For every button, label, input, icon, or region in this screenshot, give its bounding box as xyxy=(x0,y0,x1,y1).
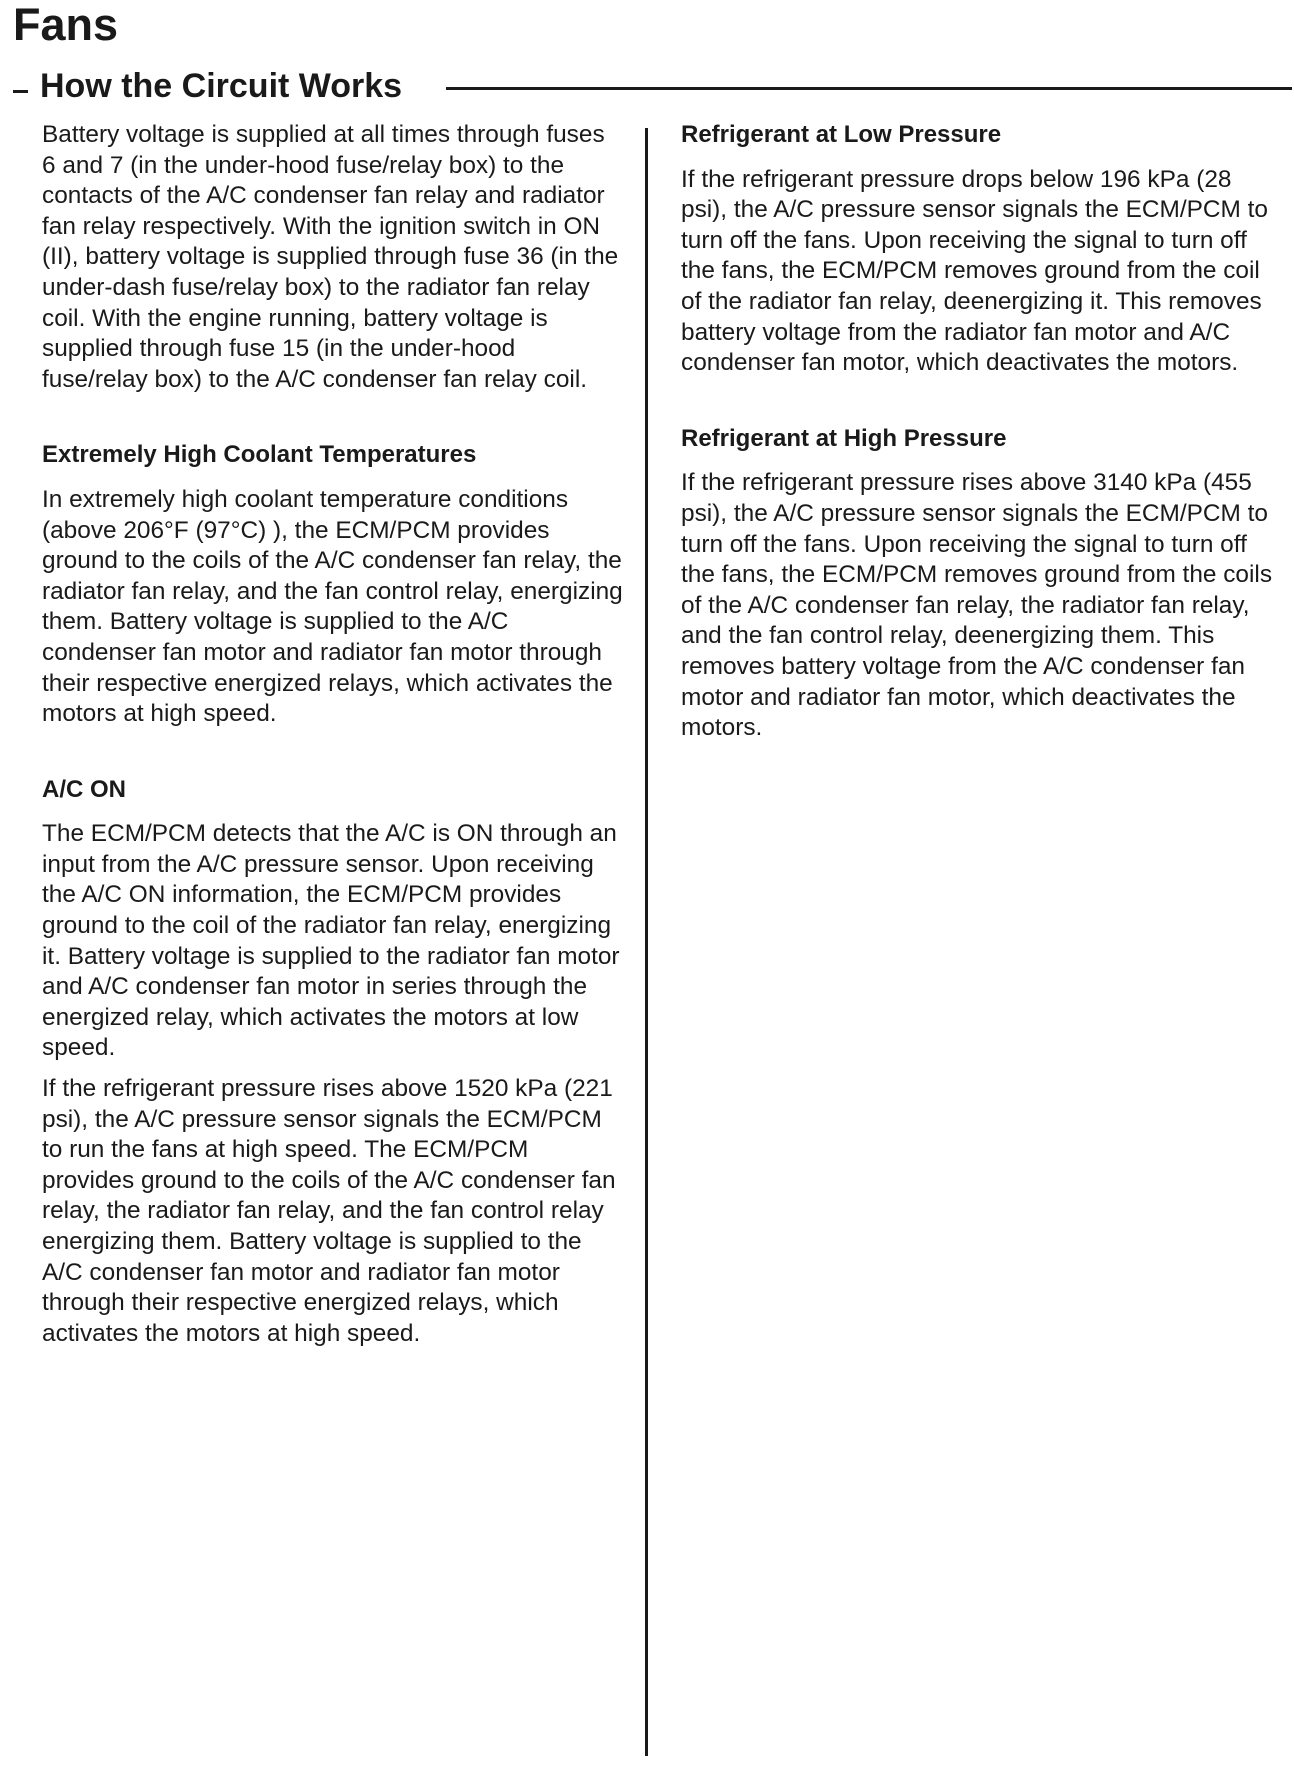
high-pressure-heading: Refrigerant at High Pressure xyxy=(681,424,1007,452)
right-column xyxy=(681,120,1273,744)
low-pressure-heading: Refrigerant at Low Pressure xyxy=(681,121,1002,148)
ac-on-paragraph-2: If the refrigerant pressure rises above 1520 kPa (221 psi), the A/C pressure sensor signals the ECM/PCM to run the fans at high speed. The ECM/PCM provides ground to the coils of the A/C condenser fan relay, the radiator fan relay, and the fan control relay energizing them. Battery voltage is supplied to the A/C condenser fan motor and radiator fan motor through their respective energized relays, which activates the motors at high speed. xyxy=(42,1075,616,1347)
page-title: Fans xyxy=(13,0,119,50)
left-column xyxy=(42,120,624,1349)
coolant-paragraph: In extremely high coolant temperature conditions (above 206°F (97°C) ), the ECM/PCM provides ground to the coils of the A/C condenser fan relay, the radiator fan relay, and the fan control relay, energizing them. Battery voltage is supplied to the A/C condenser fan motor and radiator fan motor through their respective energized relays, which activates the motors at high speed. xyxy=(42,485,623,728)
section-dash xyxy=(13,90,28,93)
coolant-heading: Extremely High Coolant Temperatures xyxy=(42,441,477,469)
section-title: How the Circuit Works xyxy=(40,67,403,105)
ac-on-paragraph-1: The ECM/PCM detects that the A/C is ON through an input from the A/C pressure sensor. Upon receiving the A/C ON information, the ECM/PCM provides ground to the coil of the radiator fan relay, energizing it. Battery voltage is supplied to the radiator fan motor and A/C condenser fan motor in series through the energized relay, which activates the motors at low speed. xyxy=(42,820,620,1062)
low-pressure-paragraph: If the refrigerant pressure drops below 196 kPa (28 psi), the A/C pressure sensor signals the ECM/PCM to turn off the fans. Upon receiving the signal to turn off the fans, the ECM/PCM removes ground from the coil of the radiator fan relay, deenergizing it. This removes battery voltage from the radiator fan motor and A/C condenser fan motor, which deactivates the motors. xyxy=(681,165,1268,377)
ac-on-heading: A/C ON xyxy=(42,775,126,803)
section-header xyxy=(10,66,1282,106)
intro-paragraph: Battery voltage is supplied at all times through fuses 6 and 7 (in the under-hood fuse/relay box) to the contacts of the A/C condenser fan relay and radiator fan relay respectively. With the ignition switch in ON (II), battery voltage is supplied through fuse 36 (in the under-dash fuse/relay box) to the radiator fan relay coil. With the engine running, battery voltage is supplied through fuse 15 (in the under-hood fuse/relay box) to the A/C condenser fan relay coil. xyxy=(42,121,619,393)
high-pressure-paragraph: If the refrigerant pressure rises above 3140 kPa (455 psi), the A/C pressure sensor signals the ECM/PCM to turn off the fans. Upon receiving the signal to turn off the fans, the ECM/PCM removes ground from the coils of the A/C condenser fan relay, the radiator fan relay, and the fan control relay, deenergizing them. This removes battery voltage from the A/C condenser fan motor and radiator fan motor, which deactivates the motors. xyxy=(681,469,1273,742)
column-divider xyxy=(645,128,648,1756)
section-rule xyxy=(446,87,1292,90)
